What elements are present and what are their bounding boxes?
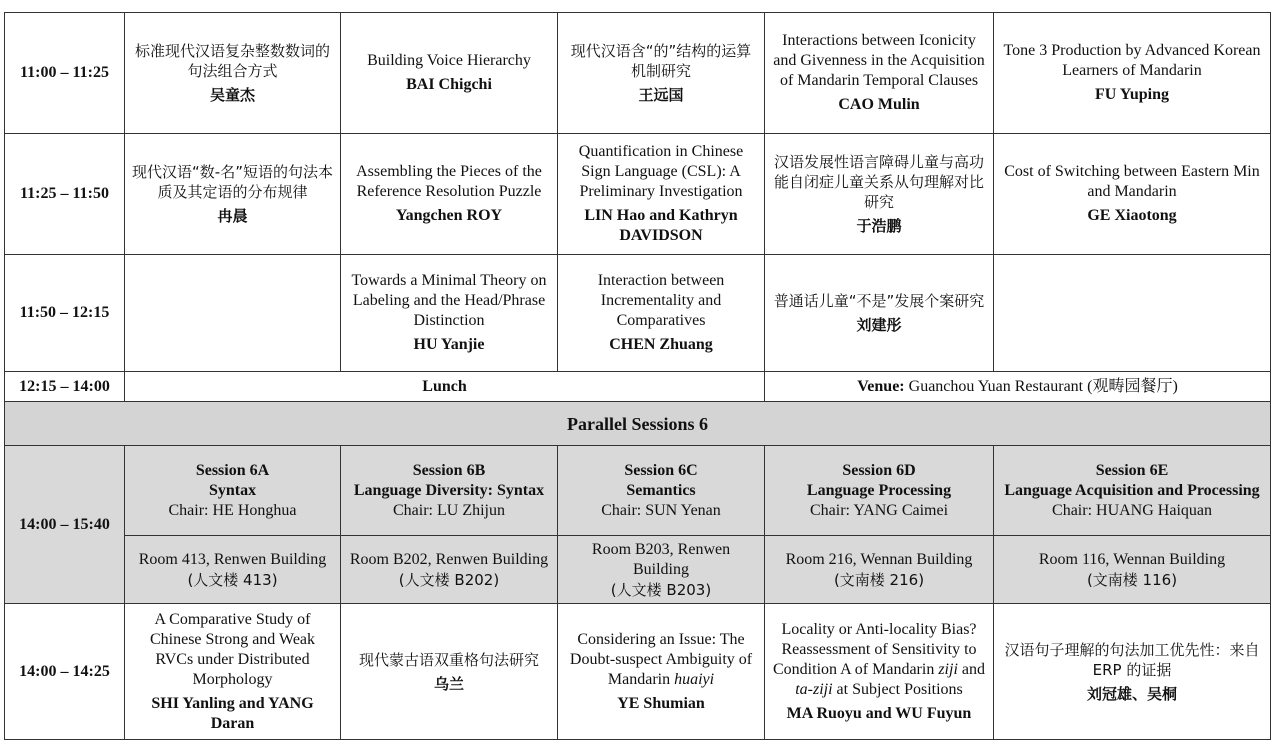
talk-cell	[125, 13, 341, 134]
talk-cell	[765, 134, 994, 255]
room-name: Room B203, Renwen Building	[591, 540, 731, 578]
talk-title: 现代汉语含“的”结构的运算机制研究	[570, 42, 752, 80]
talk-title	[564, 630, 758, 690]
talk-author: 吴童杰	[209, 86, 255, 104]
talk-title: Quantification in Chinese Sign Language (CSL): A Preliminary Investigation	[578, 143, 744, 200]
talk-cell	[765, 604, 994, 740]
table-row	[5, 13, 1271, 134]
session-header	[994, 446, 1271, 536]
talk-author: MA Ruoyu and WU Fuyun	[786, 704, 972, 722]
room-name: Room 116, Wennan Building	[1038, 550, 1226, 568]
talk-author: Yangchen ROY	[395, 207, 503, 224]
session-topic: Language Acquisition and Processing	[1004, 481, 1260, 499]
session-chair: Chair: SUN Yenan	[601, 501, 721, 519]
talk-title: 标准现代汉语复杂整数数词的句法组合方式	[134, 42, 330, 80]
talk-cell	[341, 13, 558, 134]
talk-author: 乌兰	[433, 674, 464, 693]
talk-author: 刘建彤	[856, 316, 902, 334]
talk-title: Interactions between Iconicity and Givenness in the Acquisition of Mandarin Temporal Clauses	[773, 32, 985, 89]
session-chair: Chair: LU Zhijun	[393, 501, 505, 519]
table-row	[5, 255, 1271, 372]
talk-title: 现代汉语“数-名”短语的句法本质及其定语的分布规律	[132, 163, 333, 201]
room-name: Room B202, Renwen Building	[349, 550, 549, 568]
talk-cell	[994, 134, 1271, 255]
talk-title: 汉语句子理解的句法加工优先性：来自 ERP 的证据	[1004, 640, 1260, 679]
talk-title: 普通话儿童“不是”发展个案研究	[773, 292, 985, 310]
empty-cell	[125, 255, 341, 372]
session-header	[341, 446, 558, 536]
title-emphasis: huaiyi	[674, 670, 715, 688]
talk-cell	[558, 255, 765, 372]
time-slot: 14:00 – 14:25	[5, 604, 125, 740]
talk-author: LIN Hao and Kathryn DAVIDSON	[584, 207, 738, 244]
lunch-label: Lunch	[125, 372, 765, 402]
session-topic: Language Diversity: Syntax	[353, 481, 545, 499]
empty-cell	[994, 255, 1271, 372]
session-topic: Syntax	[208, 481, 257, 499]
talk-cell	[994, 13, 1271, 134]
talk-title: Assembling the Pieces of the Reference Resolution Puzzle	[356, 163, 542, 200]
talk-author: 王远国	[638, 86, 684, 104]
talk-author: SHI Yanling and YANG Daran	[151, 694, 314, 732]
room-name-zh: (人文楼 B203)	[610, 580, 712, 599]
talk-cell	[765, 13, 994, 134]
talk-title: A Comparative Study of Chinese Strong and Weak RVCs under Distributed Morphology	[149, 610, 316, 688]
session-name: Session 6E	[1095, 461, 1169, 479]
talk-author: 冉晨	[217, 207, 248, 225]
room-name: Room 413, Renwen Building	[138, 550, 327, 568]
schedule-table	[4, 12, 1271, 740]
talk-author: HU Yanjie	[413, 336, 485, 353]
session-chair: Chair: YANG Caimei	[809, 501, 949, 519]
time-slot: 14:00 – 15:40	[5, 446, 125, 604]
talk-author: 刘冠雄、吴桐	[1086, 684, 1177, 703]
talk-cell	[558, 13, 765, 134]
time-slot: 11:00 – 11:25	[5, 13, 125, 134]
talk-author: GE Xiaotong	[1087, 207, 1177, 224]
title-text: and	[957, 660, 985, 678]
session-name: Session 6D	[842, 461, 916, 479]
session-room-row	[5, 536, 1271, 604]
talk-cell	[558, 134, 765, 255]
talk-title: Interaction between Incrementality and Comparatives	[597, 272, 725, 329]
venue-name: Guanchou Yuan Restaurant (观畴园餐厅)	[908, 377, 1178, 395]
talk-cell	[994, 604, 1271, 740]
title-text: Considering an Issue: The Doubt-suspect Ambiguity of Mandarin	[569, 630, 753, 688]
talk-cell	[765, 255, 994, 372]
venue-label: Venue:	[857, 377, 905, 395]
talk-title	[771, 620, 987, 700]
talk-title: 现代蒙古语双重格句法研究	[358, 650, 539, 669]
talk-author: 于浩鹏	[856, 217, 902, 235]
session-room	[994, 536, 1271, 604]
title-emphasis: ziji	[938, 660, 958, 678]
table-row	[5, 604, 1271, 740]
session-topic: Language Processing	[806, 481, 952, 499]
talk-cell	[341, 604, 558, 740]
talk-title: Building Voice Hierarchy	[367, 52, 531, 69]
talk-author: BAI Chigchi	[406, 76, 492, 93]
talk-title: Tone 3 Production by Advanced Korean Learners of Mandarin	[1003, 42, 1261, 79]
room-name: Room 216, Wennan Building	[785, 550, 973, 568]
room-name-zh: (文南楼 116)	[1086, 570, 1178, 589]
session-room	[341, 536, 558, 604]
talk-author: CAO Mulin	[838, 96, 920, 113]
parallel-sessions-heading: Parallel Sessions 6	[5, 402, 1271, 446]
table-row	[5, 134, 1271, 255]
talk-cell	[125, 604, 341, 740]
room-name-zh: (人文楼 413)	[187, 570, 278, 589]
time-slot: 11:50 – 12:15	[5, 255, 125, 372]
session-room	[558, 536, 765, 604]
session-name: Session 6B	[412, 461, 486, 479]
session-header	[558, 446, 765, 536]
session-header	[125, 446, 341, 536]
talk-author: YE Shumian	[617, 694, 705, 712]
session-room	[765, 536, 994, 604]
talk-cell	[341, 255, 558, 372]
lunch-venue	[765, 372, 1271, 402]
title-emphasis: ta-ziji	[795, 680, 833, 698]
session-name: Session 6A	[195, 461, 270, 479]
session-chair: Chair: HE Honghua	[168, 501, 297, 519]
room-name-zh: (人文楼 B202)	[398, 570, 500, 589]
section-band-row	[5, 402, 1271, 446]
talk-cell	[341, 134, 558, 255]
time-slot: 12:15 – 14:00	[5, 372, 125, 402]
talk-title: Cost of Switching between Eastern Min and Mandarin	[1004, 163, 1260, 200]
time-slot: 11:25 – 11:50	[5, 134, 125, 255]
title-text: at Subject Positions	[832, 680, 963, 698]
talk-author: FU Yuping	[1095, 86, 1169, 103]
lunch-row	[5, 372, 1271, 402]
talk-author: CHEN Zhuang	[609, 336, 713, 353]
talk-title: Towards a Minimal Theory on Labeling and the Head/Phrase Distinction	[351, 272, 547, 329]
session-header-row	[5, 446, 1271, 536]
session-topic: Semantics	[626, 481, 696, 499]
session-header	[765, 446, 994, 536]
title-text: Locality or Anti-locality Bias? Reassessment of Sensitivity to Condition A of Mandarin	[773, 620, 977, 678]
talk-cell	[558, 604, 765, 740]
session-room	[125, 536, 341, 604]
room-name-zh: (文南楼 216)	[833, 570, 925, 589]
talk-cell	[125, 134, 341, 255]
talk-title: 汉语发展性语言障碍儿童与高功能自闭症儿童关系从句理解对比研究	[773, 153, 984, 211]
session-name: Session 6C	[624, 461, 698, 479]
session-chair: Chair: HUANG Haiquan	[1052, 501, 1212, 519]
